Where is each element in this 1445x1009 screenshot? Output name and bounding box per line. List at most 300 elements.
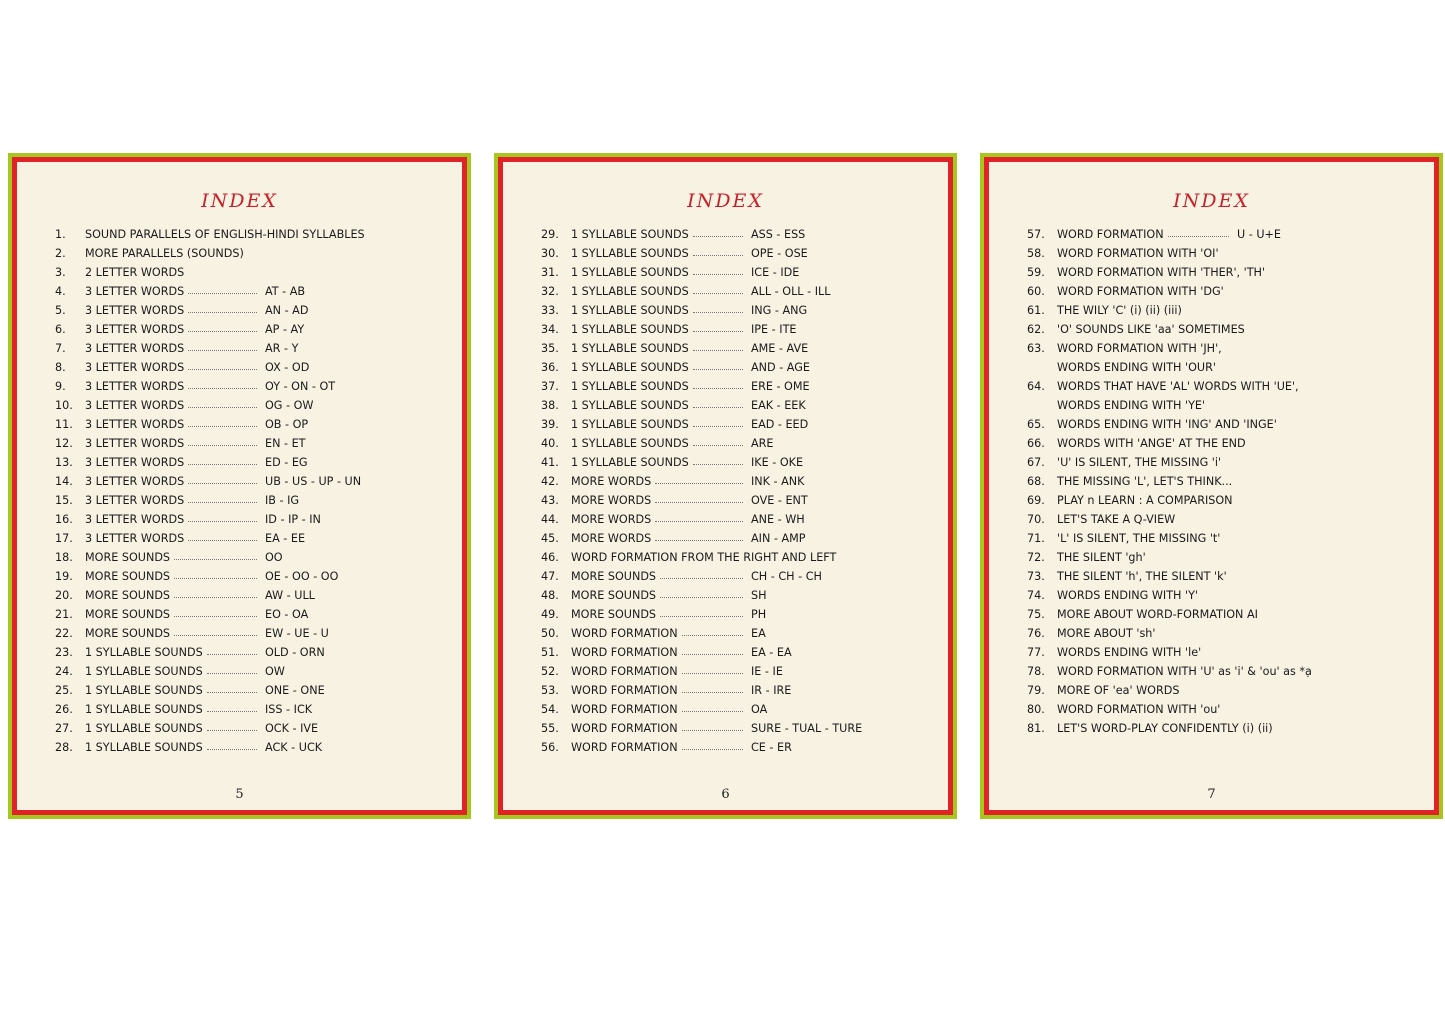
entry-number: 80. bbox=[1027, 703, 1045, 716]
entry-label: SOUND PARALLELS OF ENGLISH-HINDI SYLLABLES bbox=[85, 228, 365, 241]
entry-code: ERE - OME bbox=[751, 380, 810, 393]
entry-number: 31. bbox=[541, 266, 559, 279]
index-entry bbox=[1027, 513, 1424, 532]
entry-label: WORD FORMATION FROM THE RIGHT AND LEFT bbox=[571, 551, 837, 564]
index-entry bbox=[55, 703, 452, 722]
index-entry bbox=[541, 589, 938, 608]
entry-label: WORD FORMATION WITH 'OI' bbox=[1057, 247, 1219, 260]
dot-leader bbox=[1168, 236, 1229, 237]
index-entry bbox=[55, 532, 452, 551]
entry-code: OPE - OSE bbox=[751, 247, 808, 260]
entry-label: MORE SOUNDS bbox=[571, 570, 657, 583]
index-entry bbox=[1027, 627, 1424, 646]
dot-leader bbox=[660, 616, 743, 617]
entry-code: ASS - ESS bbox=[751, 228, 806, 241]
entry-label: 1 SYLLABLE SOUNDS bbox=[571, 418, 689, 431]
index-page-6 bbox=[494, 153, 957, 819]
index-entry bbox=[541, 456, 938, 475]
entry-label: PLAY n LEARN : A COMPARISON bbox=[1057, 494, 1233, 507]
entry-number: 66. bbox=[1027, 437, 1045, 450]
index-entry bbox=[541, 380, 938, 399]
entry-number: 47. bbox=[541, 570, 559, 583]
dot-leader bbox=[188, 502, 257, 503]
index-entry bbox=[541, 684, 938, 703]
entry-number: 2. bbox=[55, 247, 66, 260]
dot-leader bbox=[660, 597, 743, 598]
page-body bbox=[503, 162, 948, 810]
entry-number: 23. bbox=[55, 646, 73, 659]
index-list bbox=[1027, 228, 1424, 741]
entry-number: 65. bbox=[1027, 418, 1045, 431]
entry-label: MORE ABOUT 'sh' bbox=[1057, 627, 1156, 640]
entry-label: 1 SYLLABLE SOUNDS bbox=[571, 304, 689, 317]
entry-label: 3 LETTER WORDS bbox=[85, 399, 185, 412]
entry-label: 1 SYLLABLE SOUNDS bbox=[571, 285, 689, 298]
entry-code: ID - IP - IN bbox=[265, 513, 321, 526]
entry-number: 49. bbox=[541, 608, 559, 621]
dot-leader bbox=[655, 483, 743, 484]
entry-number: 1. bbox=[55, 228, 66, 241]
index-entry bbox=[1027, 551, 1424, 570]
dot-leader bbox=[682, 654, 743, 655]
index-entry bbox=[1027, 475, 1424, 494]
entry-label: 1 SYLLABLE SOUNDS bbox=[571, 380, 689, 393]
entry-code: EA - EE bbox=[265, 532, 306, 545]
entry-label: 3 LETTER WORDS bbox=[85, 380, 185, 393]
entry-number: 12. bbox=[55, 437, 73, 450]
entry-code: EO - OA bbox=[265, 608, 309, 621]
entry-number: 64. bbox=[1027, 380, 1045, 393]
entry-number: 15. bbox=[55, 494, 73, 507]
entry-label: 3 LETTER WORDS bbox=[85, 361, 185, 374]
entry-label: MORE SOUNDS bbox=[85, 608, 171, 621]
entry-code: ICE - IDE bbox=[751, 266, 800, 279]
entry-number: 42. bbox=[541, 475, 559, 488]
index-entry bbox=[55, 570, 452, 589]
entry-number: 26. bbox=[55, 703, 73, 716]
entry-number: 68. bbox=[1027, 475, 1045, 488]
entry-label: 3 LETTER WORDS bbox=[85, 323, 185, 336]
index-entry bbox=[55, 456, 452, 475]
entry-code: OA bbox=[751, 703, 768, 716]
entry-number: 28. bbox=[55, 741, 73, 754]
entry-label: 1 SYLLABLE SOUNDS bbox=[571, 399, 689, 412]
entry-label: LET'S TAKE A Q-VIEW bbox=[1057, 513, 1176, 526]
entry-label: 1 SYLLABLE SOUNDS bbox=[85, 684, 203, 697]
index-entry bbox=[1027, 228, 1424, 247]
dot-leader bbox=[655, 540, 743, 541]
entry-code: AN - AD bbox=[265, 304, 309, 317]
entry-label: 1 SYLLABLE SOUNDS bbox=[571, 323, 689, 336]
index-entry bbox=[55, 380, 452, 399]
index-entry bbox=[541, 361, 938, 380]
index-entry bbox=[541, 266, 938, 285]
index-entry bbox=[55, 247, 452, 266]
entry-code: ING - ANG bbox=[751, 304, 808, 317]
index-entry bbox=[541, 475, 938, 494]
entry-code: EN - ET bbox=[265, 437, 306, 450]
dot-leader bbox=[693, 312, 743, 313]
entry-number: 57. bbox=[1027, 228, 1045, 241]
entry-code: OE - OO - OO bbox=[265, 570, 339, 583]
entry-number: 71. bbox=[1027, 532, 1045, 545]
entry-code: AME - AVE bbox=[751, 342, 809, 355]
dot-leader bbox=[682, 730, 743, 731]
dot-leader bbox=[174, 635, 257, 636]
entry-code: EW - UE - U bbox=[265, 627, 329, 640]
dot-leader bbox=[682, 635, 743, 636]
dot-leader bbox=[188, 426, 257, 427]
entry-label: 1 SYLLABLE SOUNDS bbox=[571, 361, 689, 374]
entry-number: 55. bbox=[541, 722, 559, 735]
index-entry bbox=[1027, 494, 1424, 513]
page-number: 6 bbox=[721, 787, 730, 802]
entry-label: 1 SYLLABLE SOUNDS bbox=[571, 342, 689, 355]
entry-label: 'L' IS SILENT, THE MISSING 't' bbox=[1057, 532, 1221, 545]
entry-label: MORE SOUNDS bbox=[85, 627, 171, 640]
entry-number: 50. bbox=[541, 627, 559, 640]
dot-leader bbox=[693, 388, 743, 389]
entry-number: 44. bbox=[541, 513, 559, 526]
entry-code: AT - AB bbox=[265, 285, 306, 298]
entry-number: 79. bbox=[1027, 684, 1045, 697]
entry-number: 69. bbox=[1027, 494, 1045, 507]
entry-number: 62. bbox=[1027, 323, 1045, 336]
entry-code: AND - AGE bbox=[751, 361, 810, 374]
entry-code: ISS - ICK bbox=[265, 703, 313, 716]
entry-label: LET'S WORD-PLAY CONFIDENTLY (i) (ii) bbox=[1057, 722, 1273, 735]
index-entry bbox=[55, 608, 452, 627]
index-entry bbox=[55, 304, 452, 323]
index-entry bbox=[1027, 361, 1424, 380]
entry-label: 3 LETTER WORDS bbox=[85, 475, 185, 488]
dot-leader bbox=[188, 521, 257, 522]
index-entry bbox=[1027, 589, 1424, 608]
entry-code: OG - OW bbox=[265, 399, 314, 412]
index-entry bbox=[1027, 608, 1424, 627]
entry-label: WORDS ENDING WITH 'Y' bbox=[1057, 589, 1199, 602]
entry-number: 67. bbox=[1027, 456, 1045, 469]
entry-label: 1 SYLLABLE SOUNDS bbox=[85, 646, 203, 659]
index-entry bbox=[541, 513, 938, 532]
entry-label: 3 LETTER WORDS bbox=[85, 456, 185, 469]
entry-code: SURE - TUAL - TURE bbox=[751, 722, 863, 735]
entry-label: THE SILENT 'gh' bbox=[1057, 551, 1146, 564]
index-entry bbox=[1027, 342, 1424, 361]
entry-label: WORDS THAT HAVE 'AL' WORDS WITH 'UE', bbox=[1057, 380, 1299, 393]
index-entry bbox=[1027, 665, 1424, 684]
index-entry bbox=[55, 646, 452, 665]
entry-label: MORE SOUNDS bbox=[85, 551, 171, 564]
entry-code: EA - EA bbox=[751, 646, 792, 659]
entry-number: 48. bbox=[541, 589, 559, 602]
entry-label: WORD FORMATION bbox=[571, 703, 678, 716]
entry-label: 1 SYLLABLE SOUNDS bbox=[571, 247, 689, 260]
entry-label: 1 SYLLABLE SOUNDS bbox=[85, 722, 203, 735]
entry-number: 59. bbox=[1027, 266, 1045, 279]
index-entry bbox=[541, 741, 938, 760]
entry-code: OVE - ENT bbox=[751, 494, 808, 507]
index-entry bbox=[1027, 646, 1424, 665]
dot-leader bbox=[693, 293, 743, 294]
dot-leader bbox=[188, 445, 257, 446]
index-entry bbox=[541, 323, 938, 342]
entry-code: OCK - IVE bbox=[265, 722, 319, 735]
index-entry bbox=[541, 570, 938, 589]
entry-label: MORE WORDS bbox=[571, 513, 652, 526]
index-list bbox=[55, 228, 452, 760]
entry-code: EA bbox=[751, 627, 766, 640]
entry-label: WORD FORMATION WITH 'U' as 'i' & 'ou' as *ạ bbox=[1057, 665, 1312, 678]
index-page-5 bbox=[8, 153, 471, 819]
index-entry bbox=[55, 513, 452, 532]
entry-label: 1 SYLLABLE SOUNDS bbox=[571, 437, 689, 450]
dot-leader bbox=[174, 616, 257, 617]
entry-number: 20. bbox=[55, 589, 73, 602]
entry-code: IPE - ITE bbox=[751, 323, 797, 336]
entry-code: CH - CH - CH bbox=[751, 570, 822, 583]
entry-number: 73. bbox=[1027, 570, 1045, 583]
entry-number: 43. bbox=[541, 494, 559, 507]
entry-code: PH bbox=[751, 608, 767, 621]
dot-leader bbox=[188, 331, 257, 332]
dot-leader bbox=[693, 369, 743, 370]
index-entry bbox=[541, 285, 938, 304]
index-entry bbox=[55, 684, 452, 703]
entry-number: 9. bbox=[55, 380, 66, 393]
entry-label: WORDS ENDING WITH 'ING' AND 'INGE' bbox=[1057, 418, 1277, 431]
entry-number: 8. bbox=[55, 361, 66, 374]
index-entry bbox=[55, 228, 452, 247]
entry-label: 2 LETTER WORDS bbox=[85, 266, 185, 279]
entry-label: MORE WORDS bbox=[571, 475, 652, 488]
entry-number: 37. bbox=[541, 380, 559, 393]
page-title: INDEX bbox=[1173, 190, 1250, 212]
index-entry bbox=[55, 437, 452, 456]
dot-leader bbox=[174, 578, 257, 579]
entry-number: 30. bbox=[541, 247, 559, 260]
entry-number: 74. bbox=[1027, 589, 1045, 602]
index-entry bbox=[541, 418, 938, 437]
entry-number: 54. bbox=[541, 703, 559, 716]
page-title: INDEX bbox=[687, 190, 764, 212]
entry-code: ANE - WH bbox=[751, 513, 805, 526]
entry-number: 17. bbox=[55, 532, 73, 545]
entry-code: OW bbox=[265, 665, 285, 678]
index-entry bbox=[541, 304, 938, 323]
index-entry bbox=[55, 399, 452, 418]
entry-label: WORD FORMATION WITH 'THER', 'TH' bbox=[1057, 266, 1266, 279]
dot-leader bbox=[188, 464, 257, 465]
entry-number: 77. bbox=[1027, 646, 1045, 659]
entry-code: IKE - OKE bbox=[751, 456, 804, 469]
entry-label: WORD FORMATION WITH 'JH', bbox=[1057, 342, 1222, 355]
index-entry bbox=[1027, 399, 1424, 418]
entry-label: THE MISSING 'L', LET'S THINK... bbox=[1057, 475, 1233, 488]
entry-code: OB - OP bbox=[265, 418, 309, 431]
entry-label: 3 LETTER WORDS bbox=[85, 437, 185, 450]
index-entry bbox=[1027, 703, 1424, 722]
index-entry bbox=[1027, 684, 1424, 703]
entry-code: IB - IG bbox=[265, 494, 300, 507]
entry-code: CE - ER bbox=[751, 741, 792, 754]
dot-leader bbox=[188, 483, 257, 484]
dot-leader bbox=[174, 559, 257, 560]
entry-code: ONE - ONE bbox=[265, 684, 325, 697]
index-entry bbox=[1027, 418, 1424, 437]
entry-number: 7. bbox=[55, 342, 66, 355]
entry-label: MORE WORDS bbox=[571, 532, 652, 545]
index-entry bbox=[541, 494, 938, 513]
entry-number: 56. bbox=[541, 741, 559, 754]
dot-leader bbox=[693, 274, 743, 275]
index-entry bbox=[55, 494, 452, 513]
dot-leader bbox=[207, 730, 257, 731]
dot-leader bbox=[207, 711, 257, 712]
entry-code: AW - ULL bbox=[265, 589, 315, 602]
page-title: INDEX bbox=[201, 190, 278, 212]
entry-label: WORDS ENDING WITH 'YE' bbox=[1057, 399, 1206, 412]
entry-code: OLD - ORN bbox=[265, 646, 325, 659]
dot-leader bbox=[188, 312, 257, 313]
page-body bbox=[17, 162, 462, 810]
index-entry bbox=[1027, 456, 1424, 475]
index-entry bbox=[55, 722, 452, 741]
entry-code: ED - EG bbox=[265, 456, 308, 469]
entry-label: 1 SYLLABLE SOUNDS bbox=[571, 228, 689, 241]
index-entry bbox=[55, 627, 452, 646]
entry-number: 52. bbox=[541, 665, 559, 678]
entry-code: ALL - OLL - ILL bbox=[751, 285, 831, 298]
entry-number: 76. bbox=[1027, 627, 1045, 640]
entry-number: 29. bbox=[541, 228, 559, 241]
index-entry bbox=[1027, 285, 1424, 304]
entry-label: WORD FORMATION bbox=[571, 684, 678, 697]
entry-number: 51. bbox=[541, 646, 559, 659]
dot-leader bbox=[693, 464, 743, 465]
index-entry bbox=[541, 703, 938, 722]
entry-number: 41. bbox=[541, 456, 559, 469]
entry-number: 11. bbox=[55, 418, 73, 431]
index-entry bbox=[55, 285, 452, 304]
entry-label: WORD FORMATION WITH 'DG' bbox=[1057, 285, 1224, 298]
index-entry bbox=[1027, 323, 1424, 342]
entry-label: 3 LETTER WORDS bbox=[85, 304, 185, 317]
index-entry bbox=[55, 342, 452, 361]
entry-label: THE WILY 'C' (i) (ii) (iii) bbox=[1057, 304, 1182, 317]
index-entry bbox=[541, 627, 938, 646]
page-number: 7 bbox=[1207, 787, 1216, 802]
index-entry bbox=[541, 399, 938, 418]
dot-leader bbox=[693, 236, 743, 237]
index-entry bbox=[541, 532, 938, 551]
index-entry bbox=[541, 646, 938, 665]
entry-label: MORE SOUNDS bbox=[85, 570, 171, 583]
entry-label: 3 LETTER WORDS bbox=[85, 418, 185, 431]
index-entry bbox=[541, 228, 938, 247]
entry-number: 22. bbox=[55, 627, 73, 640]
index-entry bbox=[541, 437, 938, 456]
entry-label: THE SILENT 'h', THE SILENT 'k' bbox=[1057, 570, 1227, 583]
entry-label: MORE PARALLELS (SOUNDS) bbox=[85, 247, 244, 260]
entry-number: 13. bbox=[55, 456, 73, 469]
entry-number: 10. bbox=[55, 399, 73, 412]
entry-label: WORD FORMATION bbox=[571, 741, 678, 754]
entry-label: 3 LETTER WORDS bbox=[85, 285, 185, 298]
index-entry bbox=[55, 361, 452, 380]
dot-leader bbox=[693, 426, 743, 427]
entry-label: WORD FORMATION bbox=[1057, 228, 1164, 241]
entry-label: 3 LETTER WORDS bbox=[85, 532, 185, 545]
entry-number: 58. bbox=[1027, 247, 1045, 260]
entry-number: 34. bbox=[541, 323, 559, 336]
entry-code: OY - ON - OT bbox=[265, 380, 336, 393]
index-entry bbox=[1027, 266, 1424, 285]
entry-number: 3. bbox=[55, 266, 66, 279]
entry-code: SH bbox=[751, 589, 767, 602]
index-entry bbox=[55, 665, 452, 684]
entry-code: AIN - AMP bbox=[751, 532, 806, 545]
dot-leader bbox=[188, 369, 257, 370]
index-entry bbox=[1027, 570, 1424, 589]
index-entry bbox=[55, 475, 452, 494]
entry-code: UB - US - UP - UN bbox=[265, 475, 362, 488]
dot-leader bbox=[693, 407, 743, 408]
entry-label: 1 SYLLABLE SOUNDS bbox=[85, 703, 203, 716]
dot-leader bbox=[693, 255, 743, 256]
entry-label: WORD FORMATION bbox=[571, 722, 678, 735]
page-red-border bbox=[984, 157, 1439, 815]
entry-code: AR - Y bbox=[265, 342, 299, 355]
entry-number: 33. bbox=[541, 304, 559, 317]
entry-code: ARE bbox=[751, 437, 774, 450]
entry-number: 4. bbox=[55, 285, 66, 298]
index-entry bbox=[541, 665, 938, 684]
index-entry bbox=[55, 266, 452, 285]
entry-label: MORE ABOUT WORD-FORMATION AI bbox=[1057, 608, 1258, 621]
dot-leader bbox=[655, 521, 743, 522]
index-entry bbox=[541, 722, 938, 741]
entry-number: 46. bbox=[541, 551, 559, 564]
entry-number: 60. bbox=[1027, 285, 1045, 298]
dot-leader bbox=[188, 407, 257, 408]
entry-number: 18. bbox=[55, 551, 73, 564]
dot-leader bbox=[655, 502, 743, 503]
index-entry bbox=[1027, 532, 1424, 551]
entry-code: OO bbox=[265, 551, 283, 564]
entry-code: IR - IRE bbox=[751, 684, 792, 697]
entry-number: 38. bbox=[541, 399, 559, 412]
entry-number: 6. bbox=[55, 323, 66, 336]
entry-label: 3 LETTER WORDS bbox=[85, 342, 185, 355]
entry-number: 5. bbox=[55, 304, 66, 317]
index-entry bbox=[1027, 437, 1424, 456]
entry-label: MORE SOUNDS bbox=[85, 589, 171, 602]
entry-label: 1 SYLLABLE SOUNDS bbox=[85, 741, 203, 754]
entry-label: WORDS ENDING WITH 'le' bbox=[1057, 646, 1202, 659]
dot-leader bbox=[682, 692, 743, 693]
index-entry bbox=[541, 247, 938, 266]
index-entry bbox=[1027, 304, 1424, 323]
entry-number: 53. bbox=[541, 684, 559, 697]
entry-label: MORE SOUNDS bbox=[571, 589, 657, 602]
entry-number: 39. bbox=[541, 418, 559, 431]
dot-leader bbox=[682, 711, 743, 712]
dot-leader bbox=[207, 673, 257, 674]
index-entry bbox=[55, 589, 452, 608]
index-entry bbox=[541, 551, 938, 570]
entry-code: EAD - EED bbox=[751, 418, 809, 431]
